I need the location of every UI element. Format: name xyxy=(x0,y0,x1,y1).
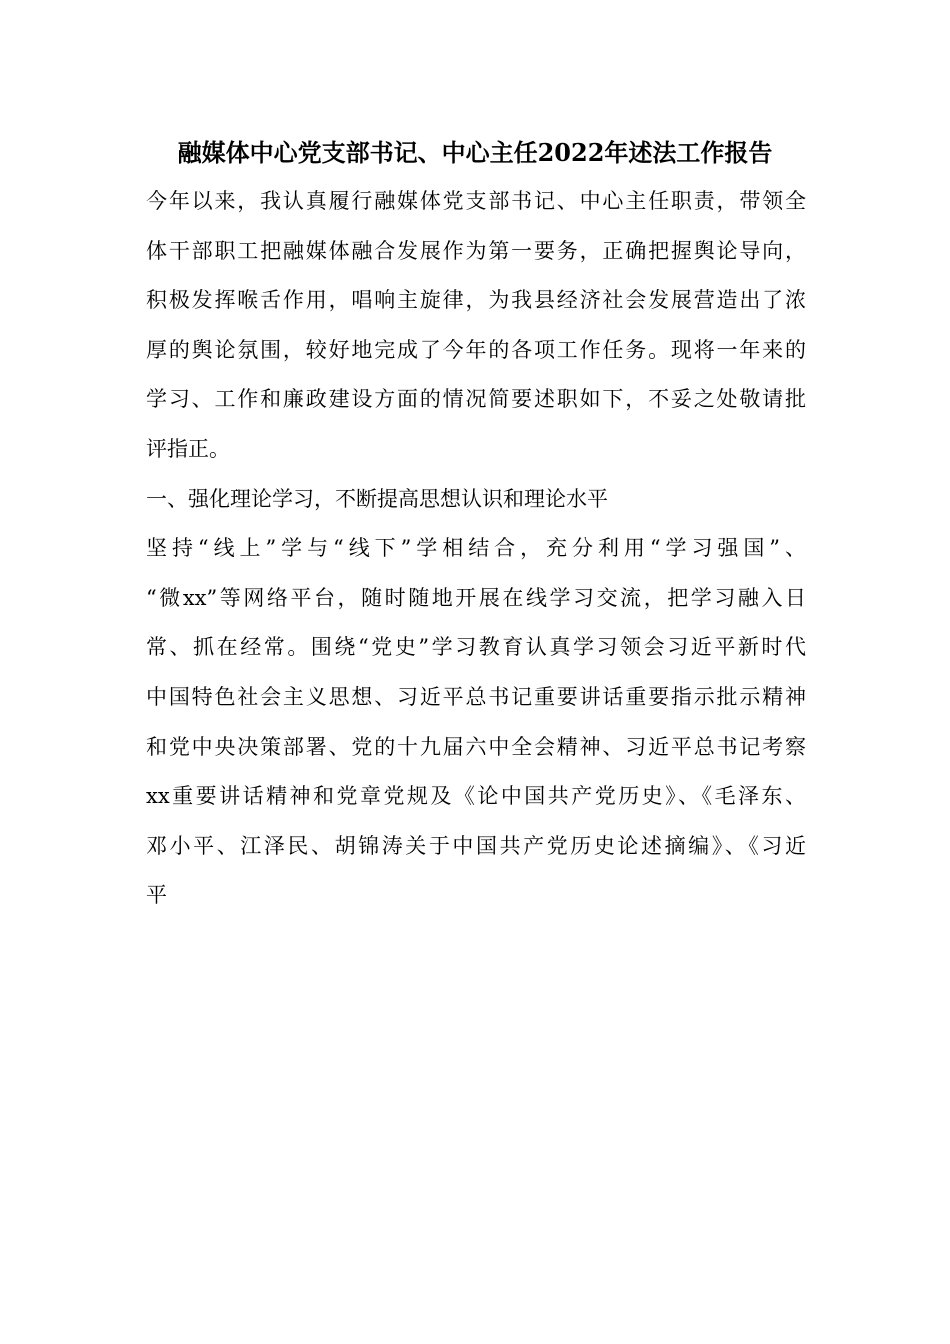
paragraph-line: 和党中央决策部署、党的十九届六中全会精神、习近平总书记考察 xyxy=(146,734,806,759)
section-heading: 一、强化理论学习，不断提高思想认识和理论水平 xyxy=(146,486,608,511)
paragraph-line: “微xx”等网络平台，随时随地开展在线学习交流，把学习融入日 xyxy=(146,585,806,610)
document-title: 融媒体中心党支部书记、中心主任2022年述法工作报告 xyxy=(177,138,773,167)
paragraph-line: 厚的舆论氛围，较好地完成了今年的各项工作任务。现将一年来的 xyxy=(146,337,806,362)
paragraph-line: 平 xyxy=(146,883,167,908)
paragraph-line: 积极发挥喉舌作用，唱响主旋律，为我县经济社会发展营造出了浓 xyxy=(146,288,806,313)
paragraph-line: 评指正。 xyxy=(146,436,230,461)
paragraph-line: 坚持“线上”学与“线下”学相结合，充分利用“学习强国”、 xyxy=(146,536,806,561)
paragraph-line: 体干部职工把融媒体融合发展作为第一要务，正确把握舆论导向， xyxy=(146,238,806,263)
paragraph-line: 中国特色社会主义思想、习近平总书记重要讲话重要指示批示精神 xyxy=(146,684,806,709)
document-body xyxy=(146,185,806,929)
paragraph-line: 学习、工作和廉政建设方面的情况简要述职如下，不妥之处敬请批 xyxy=(146,387,806,412)
paragraph-line: 今年以来，我认真履行融媒体党支部书记、中心主任职责，带领全 xyxy=(146,189,806,213)
paragraph-line: 邓小平、江泽民、胡锦涛关于中国共产党历史论述摘编》、《习近 xyxy=(146,833,806,858)
paragraph-line: xx重要讲话精神和党章党规及《论中国共产党历史》、《毛泽东、 xyxy=(146,784,806,809)
paragraph-line: 常、抓在经常。围绕“党史”学习教育认真学习领会习近平新时代 xyxy=(146,635,806,660)
